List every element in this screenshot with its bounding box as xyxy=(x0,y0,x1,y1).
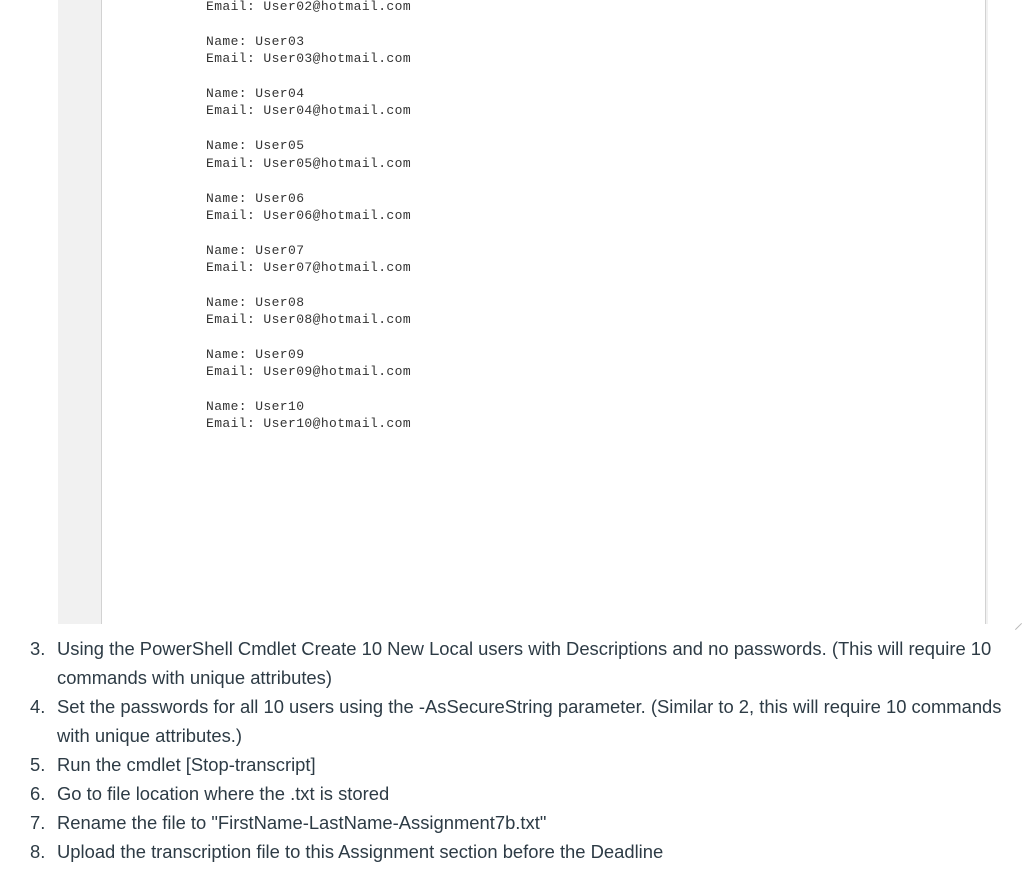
assignment-step xyxy=(0,634,1024,692)
step-number: 8. xyxy=(30,841,46,862)
user-email-line: Email: User02@hotmail.com xyxy=(206,0,412,14)
user-name-line: Name: User09 xyxy=(206,347,305,363)
resize-handle-icon[interactable] xyxy=(1014,622,1023,631)
step-text: Upload the transcription file to this Assignment section before the Deadline xyxy=(57,841,664,862)
user-name-line: Name: User05 xyxy=(206,138,305,154)
user-email-line: Email: User05@hotmail.com xyxy=(206,155,412,171)
user-name-line: Name: User10 xyxy=(206,399,305,415)
user-email-line: Email: User07@hotmail.com xyxy=(206,259,412,275)
user-entry xyxy=(206,398,411,432)
user-entry xyxy=(206,346,411,380)
transcript-user-list xyxy=(206,0,411,450)
user-email-line: Email: User10@hotmail.com xyxy=(206,416,412,432)
assignment-steps-list xyxy=(0,634,1024,866)
user-name-line: Name: User07 xyxy=(206,242,305,258)
step-text: Using the PowerShell Cmdlet Create 10 New Local users with Descriptions and no passwords. (This will require 10 commands with unique attributes) xyxy=(57,638,992,688)
step-number: 7. xyxy=(30,812,46,833)
user-entry xyxy=(206,0,411,15)
assignment-step xyxy=(0,779,1024,808)
step-number: 6. xyxy=(30,783,46,804)
user-entry xyxy=(206,137,411,171)
user-name-line: Name: User08 xyxy=(206,294,305,310)
step-number: 4. xyxy=(30,696,46,717)
user-name-line: Name: User04 xyxy=(206,86,305,102)
user-email-line: Email: User04@hotmail.com xyxy=(206,103,412,119)
assignment-step xyxy=(0,837,1024,866)
user-name-line: Name: User03 xyxy=(206,33,305,49)
user-entry xyxy=(206,242,411,276)
step-text: Rename the file to "FirstName-LastName-Assignment7b.txt" xyxy=(57,812,547,833)
user-email-line: Email: User03@hotmail.com xyxy=(206,51,412,67)
step-text: Go to file location where the .txt is stored xyxy=(57,783,390,804)
assignment-step xyxy=(0,692,1024,750)
user-email-line: Email: User06@hotmail.com xyxy=(206,207,412,223)
user-entry xyxy=(206,190,411,224)
step-number: 5. xyxy=(30,754,46,775)
step-number: 3. xyxy=(30,638,46,659)
assignment-step xyxy=(0,750,1024,779)
user-entry xyxy=(206,33,411,67)
user-entry xyxy=(206,85,411,119)
assignment-step xyxy=(0,808,1024,837)
step-text: Set the passwords for all 10 users using the -AsSecureString parameter. (Similar to 2, this will require 10 commands with unique attributes.) xyxy=(57,696,1002,746)
user-email-line: Email: User09@hotmail.com xyxy=(206,364,412,380)
step-text: Run the cmdlet [Stop-transcript] xyxy=(57,754,316,775)
user-name-line: Name: User06 xyxy=(206,190,305,206)
user-entry xyxy=(206,294,411,328)
user-email-line: Email: User08@hotmail.com xyxy=(206,312,412,328)
